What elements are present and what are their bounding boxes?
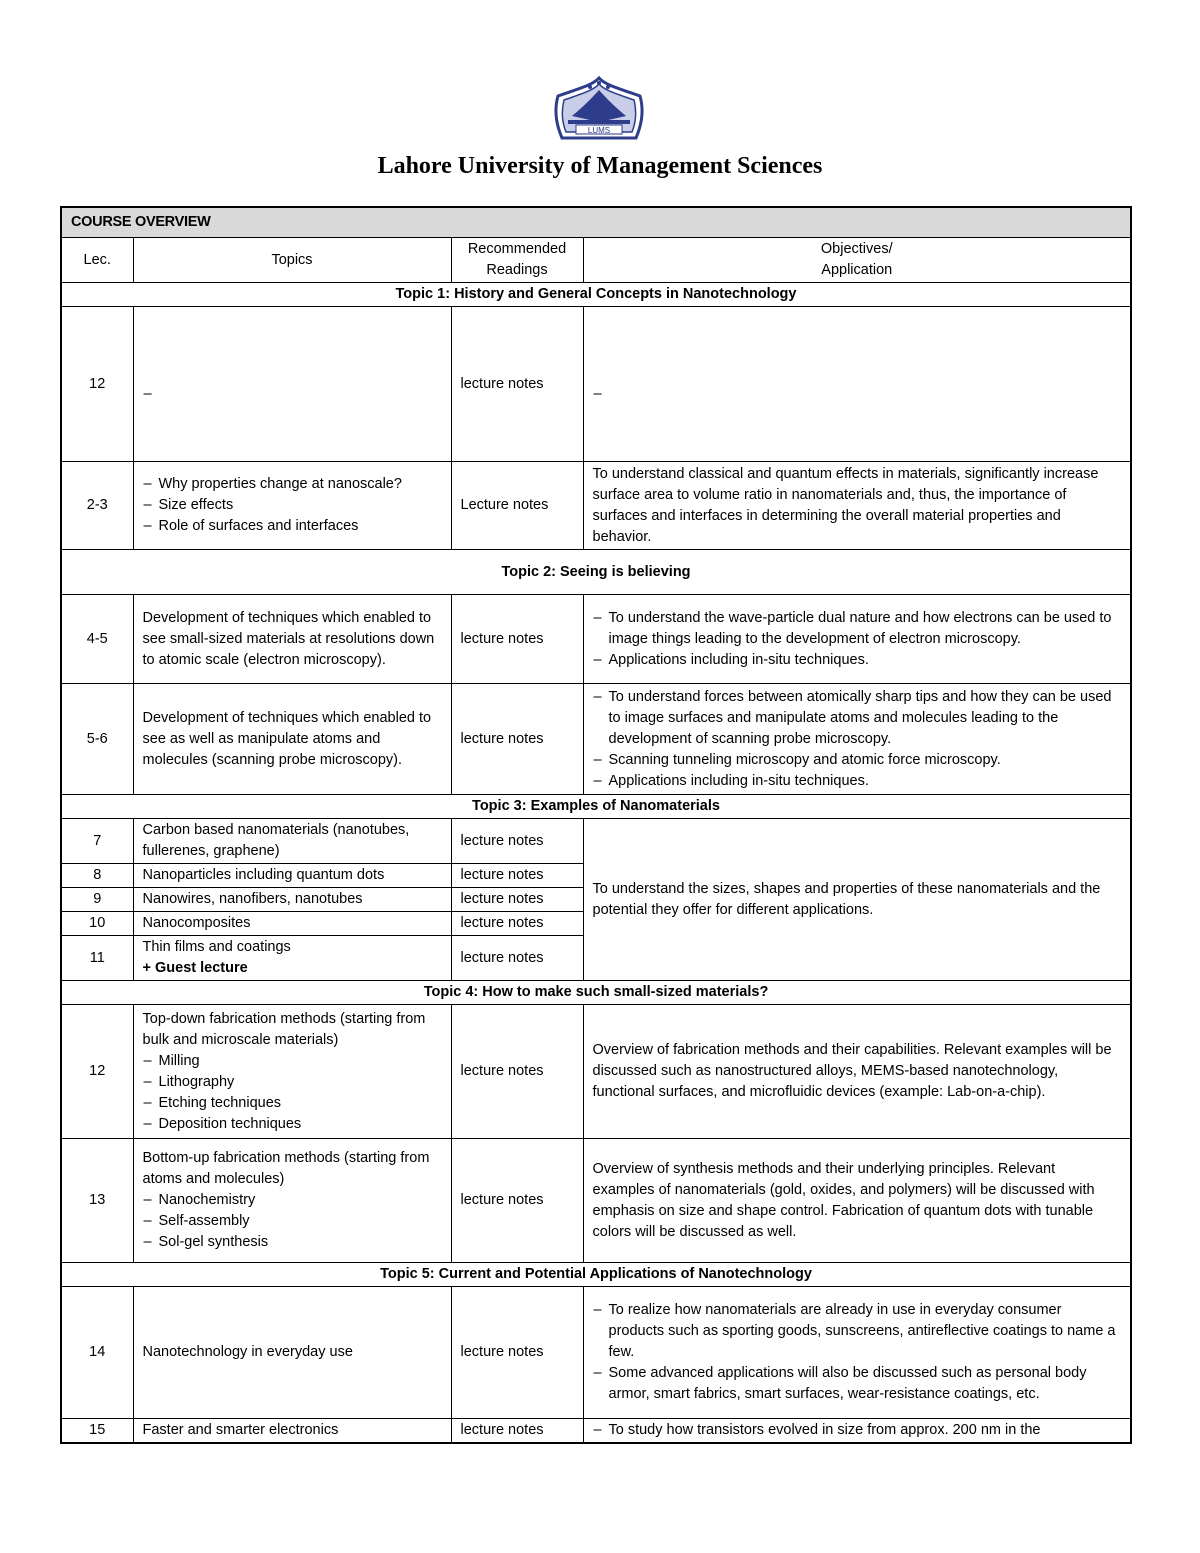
topics-cell: Development of techniques which enabled to see small-sized materials at resolutions down to atomic scale (electron microscopy). [133, 595, 451, 684]
topics-cell: Development of techniques which enabled to see as well as manipulate atoms and molecules (scanning probe microscopy). [133, 684, 451, 795]
list-item: – Applications including in-situ techniques. [593, 650, 1122, 671]
lec-number: 7 [61, 819, 133, 864]
topic-row [61, 795, 1131, 819]
list-item: – To realize how nanomaterials are already in use in everyday consumer products such as sporting goods, sunscreens, antireflective coatings to name a few. [593, 1300, 1122, 1363]
header-objectives-line1: Objectives/ [820, 241, 893, 257]
objectives-cell: To understand classical and quantum effects in materials, significantly increase surface area to volume ratio in nanomaterials and, thus, the importance of surfaces and interfaces in determining the overall material properties and behavior. [583, 462, 1131, 550]
topic-4-title: Topic 4: How to make such small-sized materials? [61, 981, 1131, 1005]
list-item: – Nanochemistry [143, 1190, 442, 1211]
table-row [61, 1139, 1131, 1263]
lec-number: 4-5 [61, 595, 133, 684]
reading-cell: lecture notes [451, 888, 583, 912]
objectives-cell [583, 684, 1131, 795]
topics-cell [133, 1139, 451, 1263]
reading-cell: lecture notes [451, 819, 583, 864]
list-item: – Milling [143, 1051, 442, 1072]
header-readings-line2: Readings [486, 262, 548, 278]
reading-cell: lecture notes [451, 1287, 583, 1419]
lec-number: 10 [61, 912, 133, 936]
topics-cell [133, 1005, 451, 1139]
objectives-cell: Overview of synthesis methods and their underlying principles. Relevant examples of nanomaterials (gold, oxides, and polymers) will be discussed with emphasis on size and shape control. Fabrication of quantum dots with tunable colors will be discussed as well. [583, 1139, 1131, 1263]
table-row [61, 819, 1131, 864]
reading-cell: lecture notes [451, 864, 583, 888]
table-row [61, 1287, 1131, 1419]
list-item: – Scanning tunneling microscopy and atomic force microscopy. [593, 750, 1122, 771]
table-row [61, 1005, 1131, 1139]
guest-lecture-note: + Guest lecture [142, 960, 248, 976]
topic-row [61, 550, 1131, 595]
objectives-cell: To understand the sizes, shapes and properties of these nanomaterials and the potential they offer for different applications. [583, 819, 1131, 981]
topic-row [61, 1263, 1131, 1287]
topic-1-title: Topic 1: History and General Concepts in Nanotechnology [61, 283, 1131, 307]
list-item: – Sol-gel synthesis [143, 1232, 442, 1253]
topics-cell: Carbon based nanomaterials (nanotubes, fullerenes, graphene) [133, 819, 451, 864]
topics-cell: Nanotechnology in everyday use [133, 1287, 451, 1419]
topics-cell [133, 462, 451, 550]
lec-number: 8 [61, 864, 133, 888]
reading-cell: Lecture notes [451, 462, 583, 550]
lec-number: 5-6 [61, 684, 133, 795]
reading-cell: lecture notes [451, 307, 583, 462]
topics-cell: Nanoparticles including quantum dots [133, 864, 451, 888]
objectives-cell: Overview of fabrication methods and their capabilities. Relevant examples will be discussed such as nanostructured alloys, MEMS-based nanotechnology, functional surfaces, and microfluidic devices (example: Lab-on-a-chip). [583, 1005, 1131, 1139]
list-item: – Why properties change at nanoscale? [143, 474, 442, 495]
lec-number: 14 [61, 1287, 133, 1419]
list-item: – Etching techniques [143, 1093, 442, 1114]
list-item: – Self-assembly [143, 1211, 442, 1232]
list-item: – To understand forces between atomically sharp tips and how they can be used to image surfaces and manipulate atoms and molecules leading to the development of scanning probe microscopy. [593, 687, 1122, 750]
objectives-cell [583, 1287, 1131, 1419]
lec-number: 13 [61, 1139, 133, 1263]
lec-number: 12 [61, 307, 133, 462]
topic-text: Top-down fabrication methods (starting from bulk and microscale materials) [142, 1010, 426, 1048]
header-lec: Lec. [61, 238, 133, 283]
lec-number: 9 [61, 888, 133, 912]
reading-cell: lecture notes [451, 1419, 583, 1444]
topics-cell [133, 307, 451, 462]
objectives-cell [583, 595, 1131, 684]
topics-cell: Nanowires, nanofibers, nanotubes [133, 888, 451, 912]
list-item: – Deposition techniques [143, 1114, 442, 1135]
header-objectives-line2: Application [821, 262, 893, 278]
topics-cell [133, 936, 451, 981]
table-row [61, 1419, 1131, 1444]
list-item: – To study how transistors evolved in size from approx. 200 nm in the [593, 1420, 1122, 1441]
objectives-cell [583, 307, 1131, 462]
topic-row [61, 283, 1131, 307]
column-header-row [61, 238, 1131, 283]
list-item: – Applications including in-situ techniques. [593, 771, 1122, 792]
reading-cell: lecture notes [451, 595, 583, 684]
list-item: – Role of surfaces and interfaces [143, 516, 442, 537]
list-item: – Size effects [143, 495, 442, 516]
topics-cell: Nanocomposites [133, 912, 451, 936]
svg-text:LUMS: LUMS [587, 126, 611, 135]
university-title: Lahore University of Management Sciences [377, 153, 823, 179]
lec-number: 12 [61, 1005, 133, 1139]
topic-2-title: Topic 2: Seeing is believing [61, 550, 1131, 595]
topics-cell: Faster and smarter electronics [133, 1419, 451, 1444]
header-objectives [583, 238, 1131, 283]
lec-number: 11 [61, 936, 133, 981]
table-row [61, 462, 1131, 550]
lec-number: 2-3 [61, 462, 133, 550]
list-item: – Lithography [143, 1072, 442, 1093]
topic-text: Thin films and coatings [142, 939, 291, 955]
reading-cell: lecture notes [451, 912, 583, 936]
topic-3-title: Topic 3: Examples of Nanomaterials [61, 795, 1131, 819]
topic-text: Bottom-up fabrication methods (starting from atoms and molecules) [142, 1150, 430, 1187]
table-row [61, 684, 1131, 795]
reading-cell: lecture notes [451, 1005, 583, 1139]
section-title: COURSE OVERVIEW [61, 207, 1131, 238]
reading-cell: lecture notes [451, 936, 583, 981]
table-row [61, 307, 1131, 462]
table-row [61, 595, 1131, 684]
reading-cell: lecture notes [451, 1139, 583, 1263]
list-item: – Some advanced applications will also be discussed such as personal body armor, smart fabrics, smart surfaces, wear-resistance coatings, etc. [593, 1363, 1122, 1405]
topic-5-title: Topic 5: Current and Potential Applications of Nanotechnology [61, 1263, 1131, 1287]
section-header-row [61, 207, 1131, 238]
header-readings [451, 238, 583, 283]
course-overview-table [60, 206, 1132, 1444]
objectives-cell [583, 1419, 1131, 1444]
header-topics: Topics [133, 238, 451, 283]
list-item: – To understand the wave-particle dual nature and how electrons can be used to image things leading to the development of electron microscopy. [593, 608, 1122, 650]
header-readings-line1: Recommended [467, 241, 567, 257]
reading-cell: lecture notes [451, 684, 583, 795]
lums-logo [552, 76, 646, 142]
lec-number: 15 [61, 1419, 133, 1444]
topic-row [61, 981, 1131, 1005]
